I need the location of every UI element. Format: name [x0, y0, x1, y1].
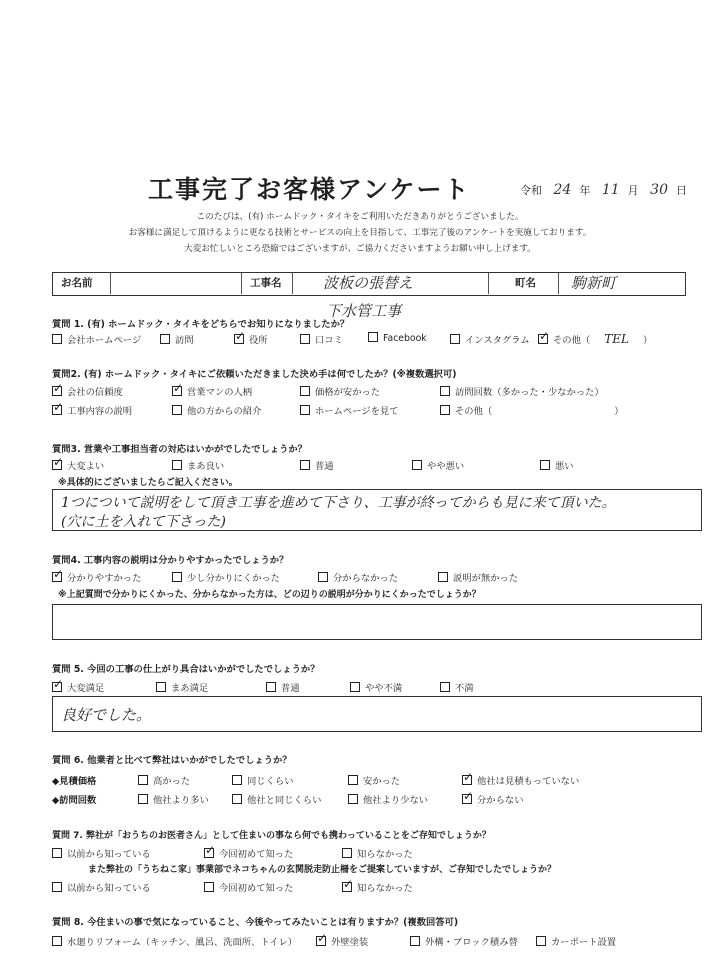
q2-title: 質問2. (有) ホームドック・タイキにご依頼いただきました決め手は何でしたか？(※複数選択可): [52, 369, 457, 380]
q3-options: [52, 458, 700, 474]
q4-option-label: 分かりやすかった: [67, 573, 142, 584]
q5-option-satisfied[interactable]: [156, 680, 208, 694]
q2-checkbox-0[interactable]: [52, 386, 62, 396]
q7-option-label: 今回初めて知った: [219, 849, 294, 860]
q7-sub-checkbox-1[interactable]: [204, 882, 214, 892]
q6-checkbox-0[interactable]: [138, 775, 148, 785]
q5-checkbox-2[interactable]: [266, 682, 276, 692]
q7-checkbox-1[interactable]: [204, 848, 214, 858]
q2-checkbox-2[interactable]: [300, 386, 310, 396]
q2-row-1: [52, 384, 700, 400]
q2-option-label: 他の方からの紹介: [187, 406, 262, 417]
q3-option-label: 悪い: [555, 461, 574, 472]
q6-option-label: 分からない: [477, 795, 524, 806]
date-era: 令和: [520, 184, 542, 197]
q4-option-slightly-unclear[interactable]: [172, 570, 280, 584]
date-field: [520, 182, 687, 198]
q3-option-very-good[interactable]: [52, 458, 104, 472]
q7-sub-title: また弊社の「うちねこ家」事業部でネコちゃんの玄関脱走防止柵をご提案していますが、ご存知でしたでしょうか？: [88, 865, 557, 875]
q1-checkbox-5[interactable]: [450, 334, 460, 344]
q7-sub-option-didnt-know[interactable]: [342, 880, 413, 894]
date-year-unit: 年: [579, 184, 591, 197]
q5-option-normal[interactable]: [266, 680, 300, 694]
q1-checkbox-2[interactable]: [234, 334, 244, 344]
q3-option-label: まあ良い: [187, 461, 225, 472]
work-value[interactable]: 波板の張替え: [293, 273, 489, 294]
q6-estimate-label: ◆見積価格: [52, 776, 97, 787]
q7-option-knew[interactable]: [52, 846, 151, 860]
q8-checkbox-1[interactable]: [316, 936, 326, 946]
q2-option-label: 訪問回数（多かった・少なかった）: [455, 387, 604, 398]
q3-note: ※具体的にございましたらご記入ください。: [58, 478, 238, 488]
q1-option-label: インスタグラム: [465, 335, 530, 346]
work-extra-note: 下水管工事: [326, 302, 402, 320]
q6-option-label: 他社と同じくらい: [247, 795, 322, 806]
q6-option-label: 安かった: [363, 776, 401, 787]
q6-checkbox-6[interactable]: [348, 794, 358, 804]
q6-option-label: 同じくらい: [247, 776, 294, 787]
q7-sub-option-first-time[interactable]: [204, 880, 293, 894]
date-year: 24: [553, 182, 572, 198]
q5-answer-text: 良好でした。: [61, 706, 152, 724]
q2-option-trust[interactable]: [52, 384, 123, 398]
q2-row-2: [52, 403, 700, 419]
q4-answer-box[interactable]: [52, 604, 702, 640]
q4-checkbox-3[interactable]: [438, 572, 448, 582]
q5-checkbox-0[interactable]: [52, 682, 62, 692]
q8-option-label: 外構・ブロック積み替: [425, 937, 518, 948]
q2-option-label: ホームページを見て: [315, 406, 399, 417]
date-day: 30: [650, 182, 668, 198]
q1-option-website[interactable]: [52, 332, 141, 346]
q4-title: 質問4. 工事内容の説明は分かりやすかったでしょうか？: [52, 555, 289, 566]
q6-option-label: 他社は見積もっていない: [477, 776, 580, 787]
q5-option-label: 大変満足: [67, 683, 105, 694]
q6-option-label: 他社より多い: [153, 795, 209, 806]
q1-option-label: 役所: [249, 335, 268, 346]
q6-option-fewer-visits[interactable]: [348, 792, 428, 806]
q3-checkbox-0[interactable]: [52, 460, 62, 470]
q2-option-visits[interactable]: [440, 384, 604, 398]
q2-option-sales-person[interactable]: [172, 384, 252, 398]
q6-checkbox-4[interactable]: [138, 794, 148, 804]
q5-option-label: まあ満足: [171, 683, 209, 694]
q2-option-other[interactable]: [440, 403, 624, 417]
q8-option-label: カーポート設置: [551, 937, 617, 948]
q6-title: 質問 6. 他業者と比べて弊社はいかがでしたでしょうか？: [52, 755, 292, 766]
q1-checkbox-6[interactable]: [538, 334, 548, 344]
q1-other-close: ）: [642, 335, 653, 346]
q6-option-unknown[interactable]: [462, 792, 524, 806]
q5-option-label: 普通: [281, 683, 300, 694]
name-label: お名前: [53, 273, 111, 294]
q1-option-other[interactable]: [538, 332, 652, 346]
q6-option-more-visits[interactable]: [138, 792, 209, 806]
q4-checkbox-0[interactable]: [52, 572, 62, 582]
q5-checkbox-3[interactable]: [350, 682, 360, 692]
q5-option-label: やや不満: [365, 683, 403, 694]
q3-answer-line-1: 1つについて説明をして頂き工事を進めて下さり、工事が終ってからも見に来て頂いた。: [61, 495, 616, 511]
q4-option-label: 少し分かりにくかった: [187, 573, 280, 584]
q4-option-unclear[interactable]: [318, 570, 398, 584]
q6-visits-label: ◆訪問回数: [52, 795, 97, 806]
q6-checkbox-5[interactable]: [232, 794, 242, 804]
q3-checkbox-3[interactable]: [412, 460, 422, 470]
q2-checkbox-1[interactable]: [172, 386, 182, 396]
q2-checkbox-5[interactable]: [172, 405, 182, 415]
q3-option-label: 大変よい: [67, 461, 105, 472]
q6-option-no-estimate[interactable]: [462, 773, 579, 787]
q4-option-no-explanation[interactable]: [438, 570, 518, 584]
q7-checkbox-0[interactable]: [52, 848, 62, 858]
q7-option-first-time[interactable]: [204, 846, 293, 860]
work-label: 工事名: [241, 273, 293, 294]
q3-option-label: やや悪い: [427, 461, 465, 472]
q6-row-visits: [52, 792, 700, 808]
q1-title: 質問 1. (有) ホームドック・タイキをどちらでお知りになりましたか？: [52, 319, 350, 330]
q4-option-label: 説明が無かった: [453, 573, 519, 584]
q5-checkbox-1[interactable]: [156, 682, 166, 692]
q5-checkbox-4[interactable]: [440, 682, 450, 692]
q2-checkbox-3[interactable]: [440, 386, 450, 396]
q4-option-label: 分からなかった: [333, 573, 399, 584]
q1-option-label: 訪問: [175, 335, 194, 346]
intro-line-1: このたびは、(有) ホームドック・タイキをご利用いただきありがとうございました。: [196, 212, 524, 222]
q7-option-label: 知らなかった: [357, 883, 413, 894]
q2-option-label: 会社の信頼度: [67, 387, 123, 398]
intro-line-2: お客様に満足して頂けるように更なる技術とサービスの向上を目指して、工事完了後のアンケートを実施しております。: [128, 228, 592, 238]
q3-checkbox-2[interactable]: [300, 460, 310, 470]
q2-checkbox-6[interactable]: [300, 405, 310, 415]
q1-option-label: Facebook: [383, 333, 427, 344]
q1-checkbox-1[interactable]: [160, 334, 170, 344]
q7-option-label: 以前から知っている: [67, 849, 151, 860]
date-month: 11: [601, 182, 620, 198]
q5-option-slightly-dissatisfied[interactable]: [350, 680, 402, 694]
q1-options: [52, 332, 700, 348]
q7-option-label: 今回初めて知った: [219, 883, 294, 894]
q5-options: [52, 680, 700, 696]
q1-option-label: 口コミ: [315, 335, 343, 346]
customer-info-row: [52, 272, 686, 296]
q3-answer-line-2: (穴に土を入れて下さった): [61, 514, 226, 530]
q8-title: 質問 8. 今住まいの事で気になっていること、今後やってみたいことは有りますか？(複数回答可): [52, 917, 459, 928]
q4-checkbox-2[interactable]: [318, 572, 328, 582]
q3-option-normal[interactable]: [300, 458, 334, 472]
q8-checkbox-3[interactable]: [536, 936, 546, 946]
q7-option-label: 知らなかった: [357, 849, 413, 860]
q6-checkbox-3[interactable]: [462, 775, 472, 785]
q2-option-price[interactable]: [300, 384, 380, 398]
q3-option-bad[interactable]: [412, 458, 464, 472]
q5-title: 質問 5. 今回の工事の仕上がり具合はいかがでしたでしょうか？: [52, 664, 320, 675]
q2-option-label: 工事内容の説明: [67, 406, 133, 417]
q1-checkbox-4[interactable]: [368, 332, 378, 342]
q7-option-label: 以前から知っている: [67, 883, 151, 894]
q8-option-water[interactable]: [52, 934, 297, 948]
q1-option-label: 会社ホームページ: [67, 335, 142, 346]
q7-option-didnt-know[interactable]: [342, 846, 413, 860]
q8-options: [52, 934, 700, 950]
q4-checkbox-1[interactable]: [172, 572, 182, 582]
q8-checkbox-2[interactable]: [410, 936, 420, 946]
q7-sub-checkbox-2[interactable]: [342, 882, 352, 892]
q6-option-cheaper[interactable]: [348, 773, 400, 787]
q3-option-very-bad[interactable]: [540, 458, 574, 472]
q2-option-label: 価格が安かった: [315, 387, 381, 398]
q4-options: [52, 570, 700, 586]
intro-line-3: 大変お忙しいところ恐縮ではございますが、ご協力くださいますようお願い申し上げます。: [184, 244, 536, 254]
q3-answer-box[interactable]: [52, 489, 702, 531]
q2-option-homepage[interactable]: [300, 403, 399, 417]
q1-option-review[interactable]: [300, 332, 343, 346]
q3-option-label: 普通: [315, 461, 334, 472]
q4-option-clear[interactable]: [52, 570, 141, 584]
q5-answer-box[interactable]: [52, 696, 702, 732]
q1-option-instagram[interactable]: [450, 332, 530, 346]
q8-option-carport[interactable]: [536, 934, 616, 948]
q1-option-visit[interactable]: [160, 332, 194, 346]
q5-option-very-satisfied[interactable]: [52, 680, 104, 694]
q2-checkbox-4[interactable]: [52, 405, 62, 415]
q3-checkbox-4[interactable]: [540, 460, 550, 470]
q8-option-label: 水廻りリフォーム（キッチン、風呂、洗面所、トイレ）: [67, 937, 298, 948]
q2-option-label: その他（: [455, 406, 493, 417]
q7-sub-options: [52, 880, 700, 896]
q1-checkbox-0[interactable]: [52, 334, 62, 344]
q2-option-label: 営業マンの人柄: [187, 387, 253, 398]
q6-option-same-price[interactable]: [232, 773, 294, 787]
q8-checkbox-0[interactable]: [52, 936, 62, 946]
q5-option-label: 不満: [455, 683, 474, 694]
q1-option-facebook[interactable]: [368, 332, 427, 344]
q3-option-good[interactable]: [172, 458, 224, 472]
q7-options: [52, 846, 700, 862]
q2-checkbox-7[interactable]: [440, 405, 450, 415]
q4-note: ※上記質問で分かりにくかった、分からなかった方は、どの辺りの説明が分かりにくかったでしょうか？: [58, 590, 481, 600]
town-value[interactable]: 駒新町: [571, 274, 617, 292]
q7-sub-option-knew[interactable]: [52, 880, 151, 894]
date-month-unit: 月: [627, 184, 639, 197]
q8-option-block[interactable]: [410, 934, 518, 948]
q6-row-estimate: [52, 773, 700, 789]
q6-checkbox-7[interactable]: [462, 794, 472, 804]
q6-option-same-visits[interactable]: [232, 792, 321, 806]
date-day-unit: 日: [675, 184, 687, 197]
q3-title: 質問3. 営業や工事担当者の対応はいかがでしたでしょうか？: [52, 444, 307, 455]
q2-option-referral[interactable]: [172, 403, 261, 417]
q7-checkbox-2[interactable]: [342, 848, 352, 858]
q1-option-cityhall[interactable]: [234, 332, 268, 346]
q6-checkbox-2[interactable]: [348, 775, 358, 785]
q3-checkbox-1[interactable]: [172, 460, 182, 470]
q7-title: 質問 7. 弊社が「おうちのお医者さん」として住まいの事なら何でも携わっていることをご存知でしょうか？: [52, 831, 491, 841]
q1-checkbox-3[interactable]: [300, 334, 310, 344]
q5-option-dissatisfied[interactable]: [440, 680, 474, 694]
town-label: 町名: [489, 273, 559, 294]
q7-sub-checkbox-0[interactable]: [52, 882, 62, 892]
q8-option-label: 外壁塗装: [331, 937, 369, 948]
q2-option-explanation[interactable]: [52, 403, 132, 417]
page-title: 工事完了お客様アンケート: [148, 175, 471, 204]
q1-option-label: その他（: [553, 335, 591, 346]
q6-option-label: 高かった: [153, 776, 191, 787]
q6-checkbox-1[interactable]: [232, 775, 242, 785]
q8-option-exterior-paint[interactable]: [316, 934, 368, 948]
q1-other-text[interactable]: TEL: [604, 332, 629, 346]
q6-option-label: 他社より少ない: [363, 795, 429, 806]
q6-option-expensive[interactable]: [138, 773, 190, 787]
q2-other-close: ）: [614, 406, 624, 417]
